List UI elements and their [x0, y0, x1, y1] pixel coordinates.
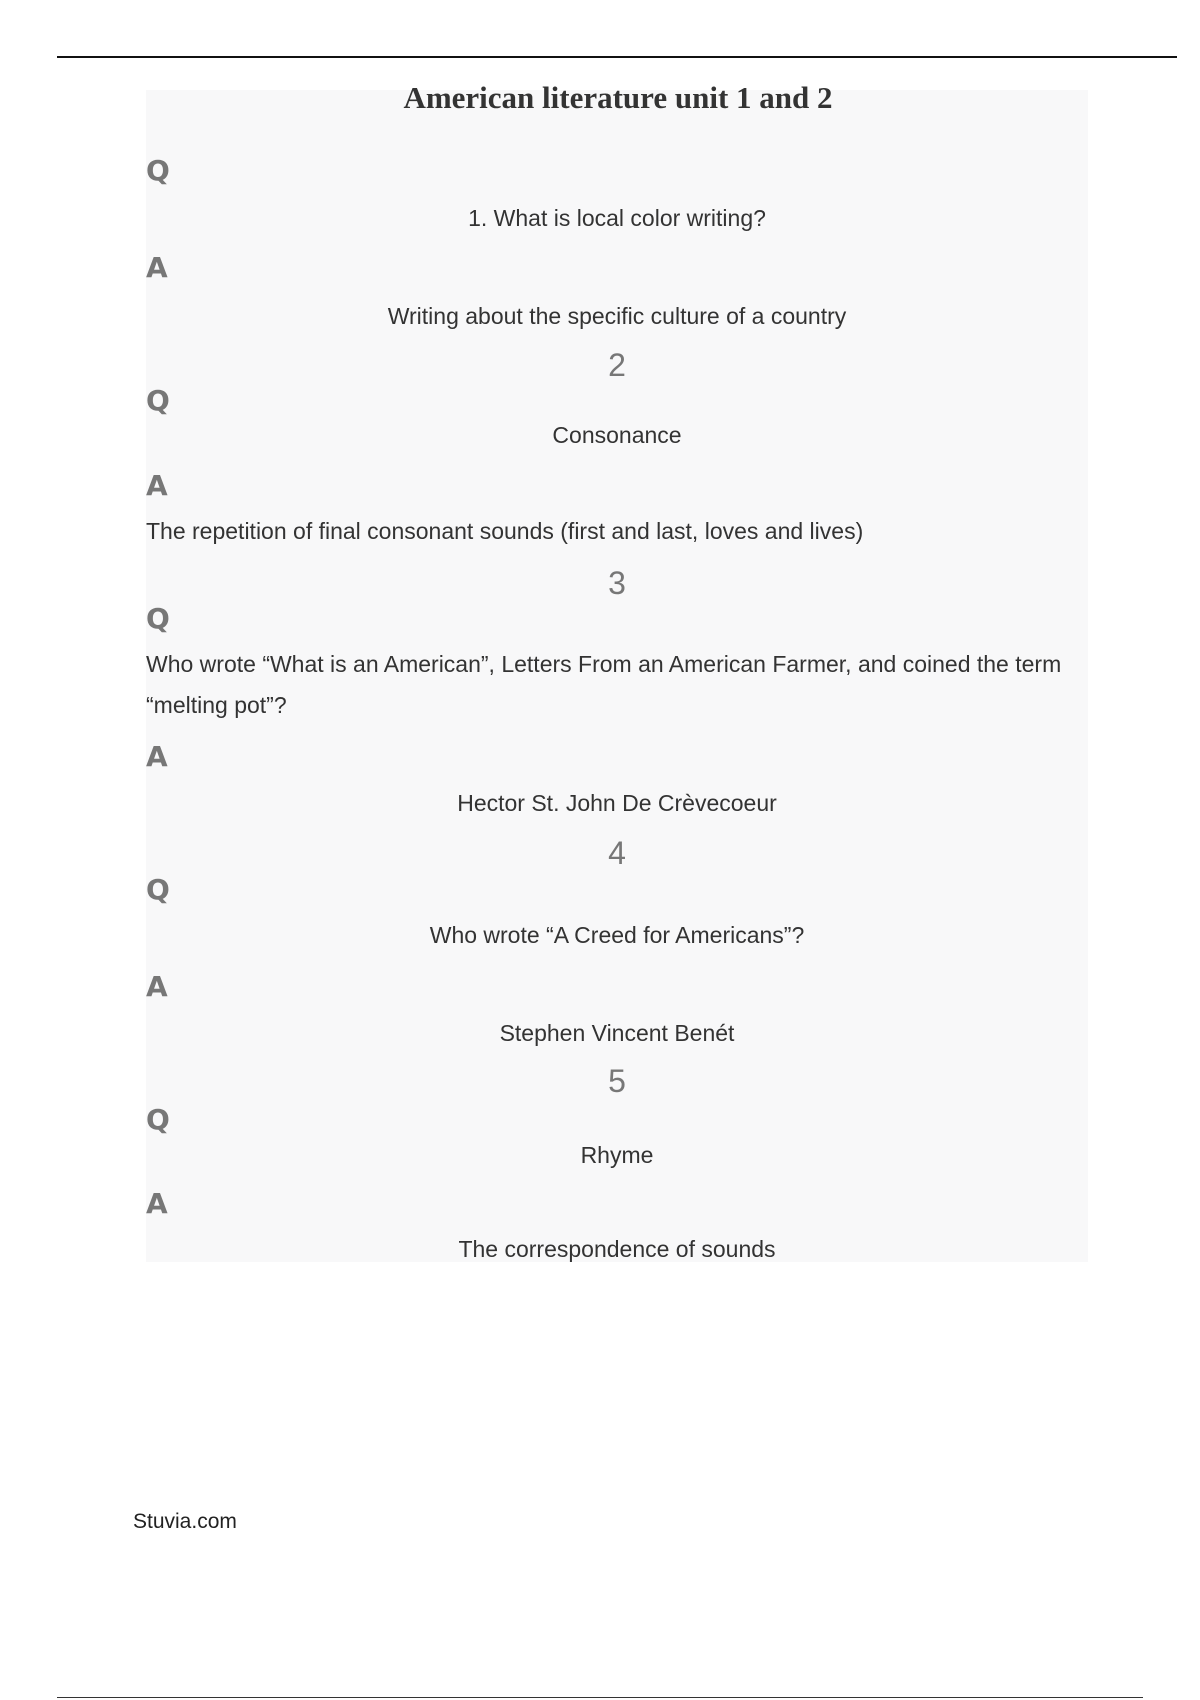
card-number: 4: [608, 835, 626, 871]
card-number: 5: [608, 1063, 626, 1099]
question-text: Rhyme: [580, 1142, 654, 1168]
card-number: 2: [608, 347, 626, 383]
question-label: Q: [146, 384, 170, 417]
footer-source: Stuvia.com: [133, 1510, 237, 1533]
question-label: Q: [146, 1103, 170, 1136]
question-label: Q: [146, 873, 170, 906]
answer-text: The repetition of final consonant sounds (first and last, loves and lives): [146, 518, 864, 544]
question-text: Who wrote “A Creed for Americans”?: [429, 922, 805, 948]
question-label: Q: [146, 602, 170, 635]
question-text: Consonance: [552, 422, 682, 448]
answer-text: The correspondence of sounds: [458, 1236, 776, 1262]
card-number: 3: [608, 565, 626, 601]
answer-text: Writing about the specific culture of a country: [387, 303, 847, 329]
document-title: American literature unit 1 and 2: [403, 80, 833, 115]
answer-label: A: [146, 251, 168, 284]
top-rule: [57, 56, 1177, 58]
answer-label: A: [146, 970, 168, 1003]
question-text: Who wrote “What is an American”, Letters From an American Farmer, and coined the term “melting pot”?: [146, 651, 1062, 718]
question-text: 1. What is local color writing?: [468, 205, 766, 231]
answer-label: A: [146, 469, 168, 502]
answer-label: A: [146, 1187, 168, 1220]
answer-label: A: [146, 740, 168, 773]
bottom-rule: [57, 1697, 1143, 1698]
answer-text: Hector St. John De Crèvecoeur: [457, 790, 777, 816]
answer-text: Stephen Vincent Benét: [499, 1020, 735, 1046]
question-label: Q: [146, 154, 170, 187]
